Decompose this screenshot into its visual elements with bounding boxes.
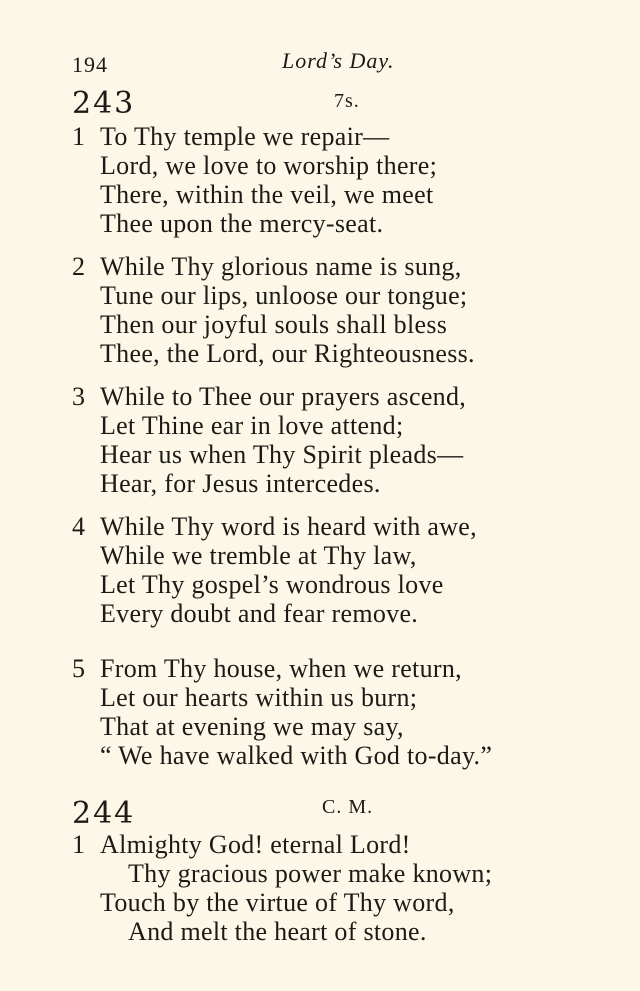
verse-line [72, 411, 592, 440]
verse-text: To Thy temple we repair— [100, 122, 390, 151]
verse-text: Then our joyful souls shall bless [100, 310, 448, 339]
stanza-number: 5 [72, 654, 86, 683]
verse-text: Hear us when Thy Spirit pleads— [100, 440, 464, 469]
verse-line [72, 570, 592, 599]
verse-line [72, 859, 592, 888]
verse-text: Thee upon the mercy-seat. [100, 209, 384, 238]
verse-line [72, 440, 592, 469]
hymn-243-stanza-2 [72, 252, 592, 368]
verse-line [72, 541, 592, 570]
stanza-number: 4 [72, 512, 86, 541]
verse-line [72, 209, 592, 238]
verse-text: While we tremble at Thy law, [100, 541, 417, 570]
verse-line [72, 512, 592, 541]
stanza-number: 3 [72, 382, 86, 411]
verse-text: Thee, the Lord, our Righteousness. [100, 339, 475, 368]
stanza-number: 1 [72, 122, 86, 151]
hymn-number: 243 [72, 86, 136, 121]
verse-text: While Thy glorious name is sung, [100, 252, 462, 281]
verse-text: Let Thine ear in love attend; [100, 411, 404, 440]
verse-line [72, 712, 592, 741]
verse-line [72, 599, 592, 628]
hymn-meter: 7s. [334, 90, 360, 112]
verse-line [72, 683, 592, 712]
hymn-number: 244 [72, 796, 136, 831]
verse-line [72, 917, 592, 946]
verse-line [72, 151, 592, 180]
verse-line [72, 281, 592, 310]
verse-line [72, 654, 592, 683]
verse-text: From Thy house, when we return, [100, 654, 462, 683]
verse-line [72, 252, 592, 281]
running-title: Lord’s Day. [282, 48, 395, 73]
stanza-number: 1 [72, 830, 86, 859]
verse-text: Let our hearts within us burn; [100, 683, 418, 712]
hymn-244-stanza-1 [72, 830, 592, 946]
verse-line [72, 180, 592, 209]
page-header [72, 48, 612, 78]
verse-text: Let Thy gospel’s wondrous love [100, 570, 444, 599]
verse-line [72, 339, 592, 368]
verse-line [72, 888, 592, 917]
hymn-244-heading [72, 796, 492, 830]
verse-text: While to Thee our prayers ascend, [100, 382, 467, 411]
verse-line [72, 830, 592, 859]
verse-text: Thy gracious power make known; [128, 859, 493, 888]
verse-text: While Thy word is heard with awe, [100, 512, 477, 541]
verse-line [72, 310, 592, 339]
verse-text: There, within the veil, we meet [100, 180, 434, 209]
verse-text: Touch by the virtue of Thy word, [100, 888, 455, 917]
verse-line [72, 122, 592, 151]
verse-text: Lord, we love to worship there; [100, 151, 438, 180]
verse-text: Every doubt and fear remove. [100, 599, 419, 628]
page-number: 194 [72, 52, 108, 77]
verse-text: Almighty God! eternal Lord! [100, 830, 411, 859]
verse-text: “ We have walked with God to-day.” [100, 741, 493, 770]
verse-line [72, 382, 592, 411]
verse-text: And melt the heart of stone. [128, 917, 427, 946]
hymn-243-stanza-1 [72, 122, 592, 238]
verse-text: Hear, for Jesus intercedes. [100, 469, 381, 498]
hymn-meter: C. M. [322, 796, 374, 818]
hymn-243-heading [72, 86, 492, 120]
verse-text: That at evening we may say, [100, 712, 404, 741]
verse-line [72, 741, 592, 770]
hymn-243-stanza-4 [72, 512, 592, 628]
stanza-number: 2 [72, 252, 86, 281]
hymn-243-stanza-5 [72, 654, 592, 770]
verse-line [72, 469, 592, 498]
hymn-243-stanza-3 [72, 382, 592, 498]
verse-text: Tune our lips, unloose our tongue; [100, 281, 468, 310]
